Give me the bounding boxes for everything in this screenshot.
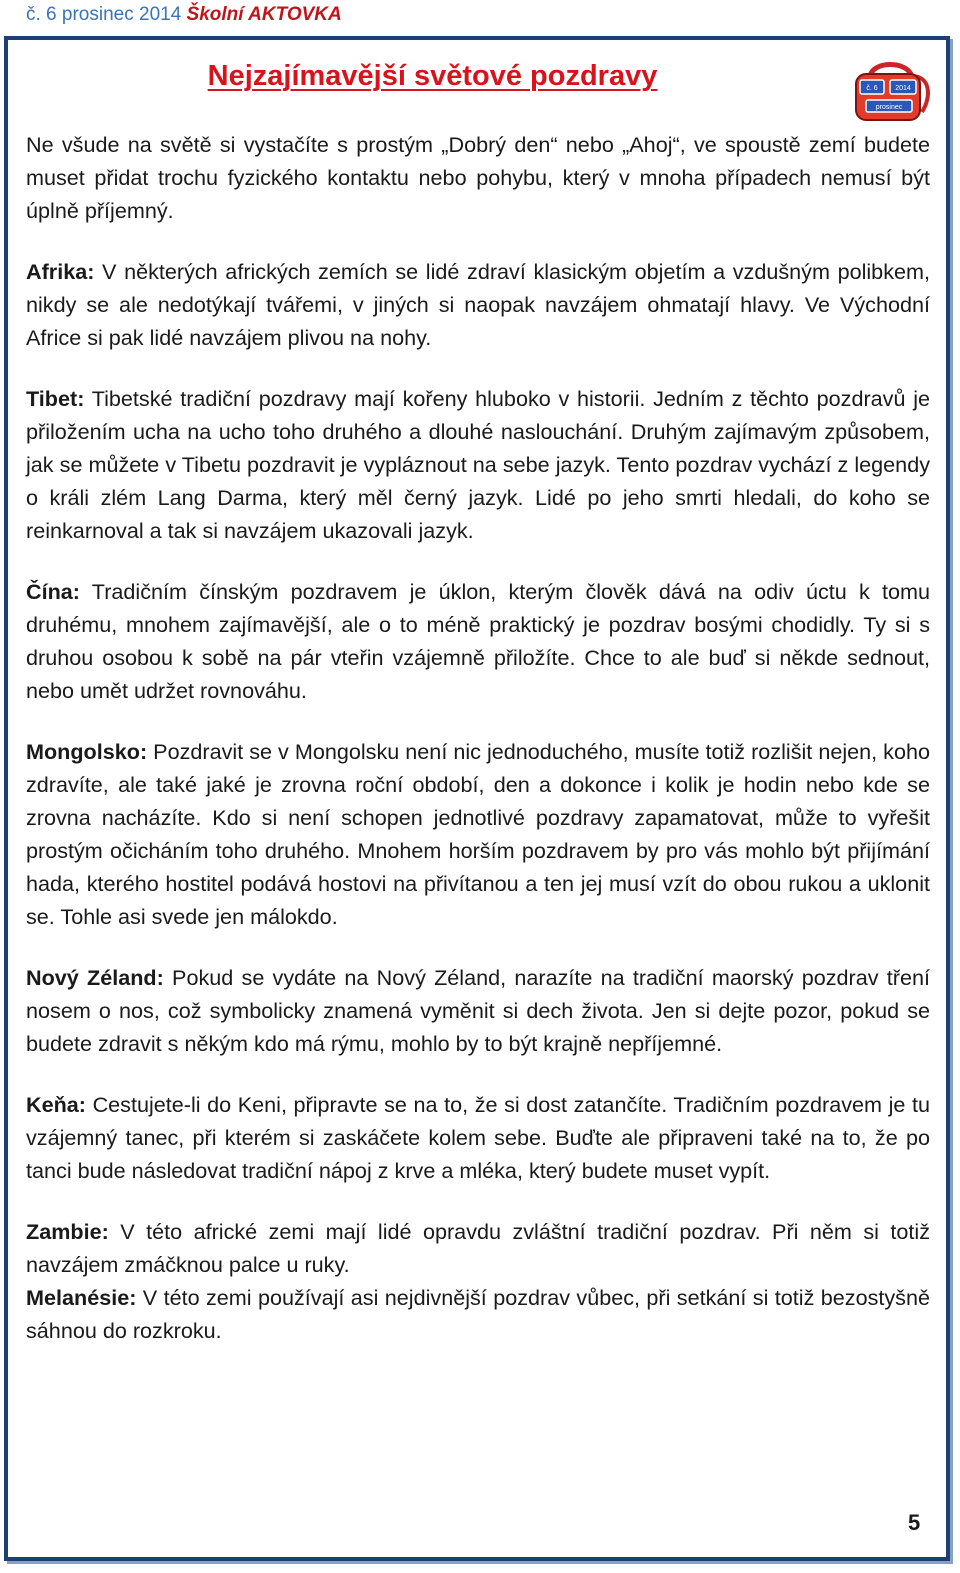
school-bag-logo-icon xyxy=(852,56,932,124)
section-label: Tibet: xyxy=(26,386,85,411)
section-kena xyxy=(26,1088,930,1187)
section-text: V některých afrických zemích se lidé zdraví klasickým objetím a vzdušným polibkem, nikdy se ale nedotýkají tvářemi, v jiných si naopak navzájem ohmatají hlavy. Ve Východní Africe si pak lidé navzájem plivou na nohy. xyxy=(26,259,930,350)
bag-text-year: 2014 xyxy=(895,85,911,92)
section-label: Nový Zéland: xyxy=(26,965,164,990)
section-text: V této zemi používají asi nejdivnější pozdrav vůbec, při setkání si totiž bezostyšně sáhnou do rozkroku. xyxy=(26,1285,930,1343)
section-afrika xyxy=(26,255,930,354)
section-novy-zeland xyxy=(26,961,930,1060)
issue-title: Školní AKTOVKA xyxy=(186,4,342,25)
section-label: Keňa: xyxy=(26,1092,86,1117)
section-mongolsko xyxy=(26,735,930,933)
section-text: Pozdravit se v Mongolsku není nic jednoduchého, musíte totiž rozlišit nejen, koho zdravíte, ale také jaké je zrovna roční období, den a dokonce i kolik je hodin nebo kde se zrovna nacházíte. Kdo si není schopen jednotlivé pozdravy zapamatovat, může to vyřešit prostým očicháním toho druhého. Mnohem horším pozdravem by pro vás mohlo být přijímání hada, kterého hostitel podává hostovi na přivítanou a ten jej musí vzít do obou rukou a uklonit se. Tohle asi svede jen málokdo. xyxy=(26,739,930,929)
section-melanesie xyxy=(26,1281,930,1347)
section-label: Zambie: xyxy=(26,1219,109,1244)
section-text: Pokud se vydáte na Nový Zéland, narazíte na tradiční maorský pozdrav tření nosem o nos, což symbolicky znamená vyměnit si dech života. Jen si dejte pozor, pokud se budete zdravit s někým kdo má rýmu, mohlo by to být krajně nepříjemné. xyxy=(26,965,930,1056)
section-text: V této africké zemi mají lidé opravdu zvláštní tradiční pozdrav. Při něm si totiž navzájem zmáčknou palce u ruky. xyxy=(26,1219,930,1277)
issue-date: č. 6 prosinec 2014 xyxy=(26,4,182,25)
intro-paragraph: Ne všude na světě si vystačíte s prostým „Dobrý den“ nebo „Ahoj“, ve spoustě zemí budete muset přidat trochu fyzického kontaktu nebo pohybu, který v mnoha případech nemusí být úplně příjemný. xyxy=(26,132,930,223)
section-zambie xyxy=(26,1215,930,1281)
page-header xyxy=(26,4,342,26)
section-label: Čína: xyxy=(26,579,80,604)
section-label: Mongolsko: xyxy=(26,739,148,764)
section-text: Tradičním čínským pozdravem je úklon, kterým člověk dává na odiv úctu k tomu druhému, mnohem zajímavější, ale o to méně praktický je pozdrav bosými chodidly. Ty si s druhou osobou k sobě na pár vteřin vzájemně přiložíte. Chce to ale buď si někde sednout, nebo umět udržet rovnováhu. xyxy=(26,579,930,703)
section-cina xyxy=(26,575,930,707)
article-title: Nejzajímavější světové pozdravy xyxy=(207,60,658,92)
section-text: Tibetské tradiční pozdravy mají kořeny hluboko v historii. Jedním z těchto pozdravů je přiložením ucha na ucho toho druhého a dlouhé naslouchání. Druhým zajímavým způsobem, jak se můžete v Tibetu pozdravit je vypláznout na sebe jazyk. Tento pozdrav vychází z legendy o králi zlém Lang Darma, který měl černý jazyk. Lidé po jeho smrti hledali, do koho se reinkarnoval a tak si navzájem ukazovali jazyk. xyxy=(26,386,930,543)
bag-text-month: prosinec xyxy=(875,104,903,111)
section-label: Afrika: xyxy=(26,259,95,284)
section-label: Melanésie: xyxy=(26,1285,137,1310)
bag-text-issue: č. 6 xyxy=(866,85,878,92)
article-body xyxy=(26,128,930,1375)
section-text: Cestujete-li do Keni, připravte se na to, že si dost zatančíte. Tradičním pozdravem je tu vzájemný tanec, při kterém si zaskáčete kolem sebe. Buďte ale připraveni také na to, že po tanci bude následovat tradiční nápoj z krve a mléka, který budete muset vypít. xyxy=(26,1092,930,1183)
section-tibet xyxy=(26,382,930,547)
page-number: 5 xyxy=(908,1510,921,1535)
